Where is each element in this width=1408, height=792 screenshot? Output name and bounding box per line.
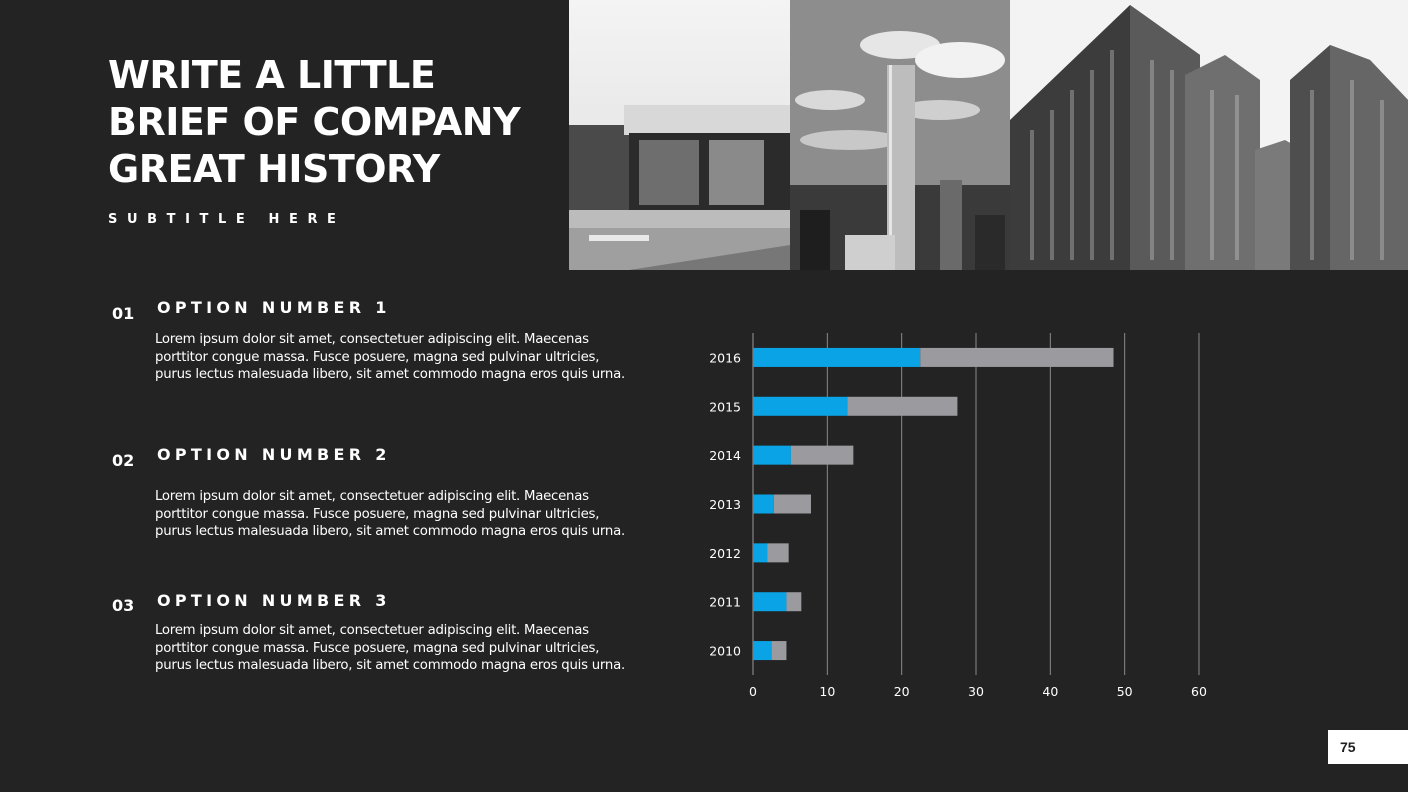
option-1-title: OPTION NUMBER 1 [157,298,391,317]
y-tick-label-2013: 2013 [709,497,741,512]
y-tick-label-2011: 2011 [709,594,741,610]
y-tick-label-2010: 2010 [709,643,741,659]
bar-2012-segment-2 [767,543,789,562]
option-3-title: OPTION NUMBER 3 [157,591,391,610]
page-title: WRITE A LITTLE BRIEF OF COMPANY GREAT HISTORY [108,53,521,191]
photo-strip [569,0,1408,270]
option-2-title: OPTION NUMBER 2 [157,445,391,464]
bar-2011-segment-2 [786,592,801,611]
option-2-number: 02 [112,451,135,470]
option-1-body: Lorem ipsum dolor sit amet, consectetuer adipiscing elit. Maecenas porttitor congue massa. Fusce posuere, magna sed pulvinar ultricies, purus lectus malesuada libero, sit amet commodo magna eros quis urna. [155,332,625,382]
x-tick-label: 20 [893,684,910,699]
bar-2014-segment-1 [753,446,791,465]
x-tick-label: 0 [749,684,757,699]
y-tick-label-2014: 2014 [709,448,741,464]
option-2-body: Lorem ipsum dolor sit amet, consectetuer adipiscing elit. Maecenas porttitor congue massa. Fusce posuere, magna sed pulvinar ultricies, purus lectus malesuada libero, sit amet commodo magna eros quis urna. [155,489,625,539]
y-tick-label-2015: 2015 [709,399,741,415]
bar-2013-segment-1 [753,495,774,514]
y-tick-label-2012: 2012 [709,545,741,561]
x-tick-label: 10 [819,684,836,699]
office-towers-photo [1010,0,1408,270]
bar-2016-segment-1 [753,348,920,367]
bar-2014-segment-2 [791,446,853,465]
option-3-number: 03 [112,596,135,615]
option-3-body: Lorem ipsum dolor sit amet, consectetuer adipiscing elit. Maecenas porttitor congue massa. Fusce posuere, magna sed pulvinar ultricies, purus lectus malesuada libero, sit amet commodo magna eros quis urna. [155,623,625,673]
bar-2010-segment-1 [753,641,772,660]
x-tick-label: 30 [968,684,984,699]
bar-2010-segment-2 [772,641,787,660]
x-tick-label: 60 [1191,684,1207,699]
option-1-number: 01 [112,304,135,323]
page-subtitle: SUBTITLE HERE [108,212,346,227]
bar-2015-segment-2 [847,397,957,416]
y-tick-label-2016: 2016 [709,350,741,366]
skyscraper-skyline-photo [790,0,1010,270]
x-tick-label: 50 [1116,684,1133,699]
history-bar-chart [690,325,1230,710]
page-number: 75 [1328,730,1408,764]
x-tick-label: 40 [1042,684,1059,699]
bar-2016-segment-2 [920,348,1113,367]
bar-2012-segment-1 [753,543,767,562]
modern-house-photo [569,0,790,270]
bar-2015-segment-1 [753,397,847,416]
bar-2013-segment-2 [774,495,811,514]
bar-2011-segment-1 [753,592,786,611]
